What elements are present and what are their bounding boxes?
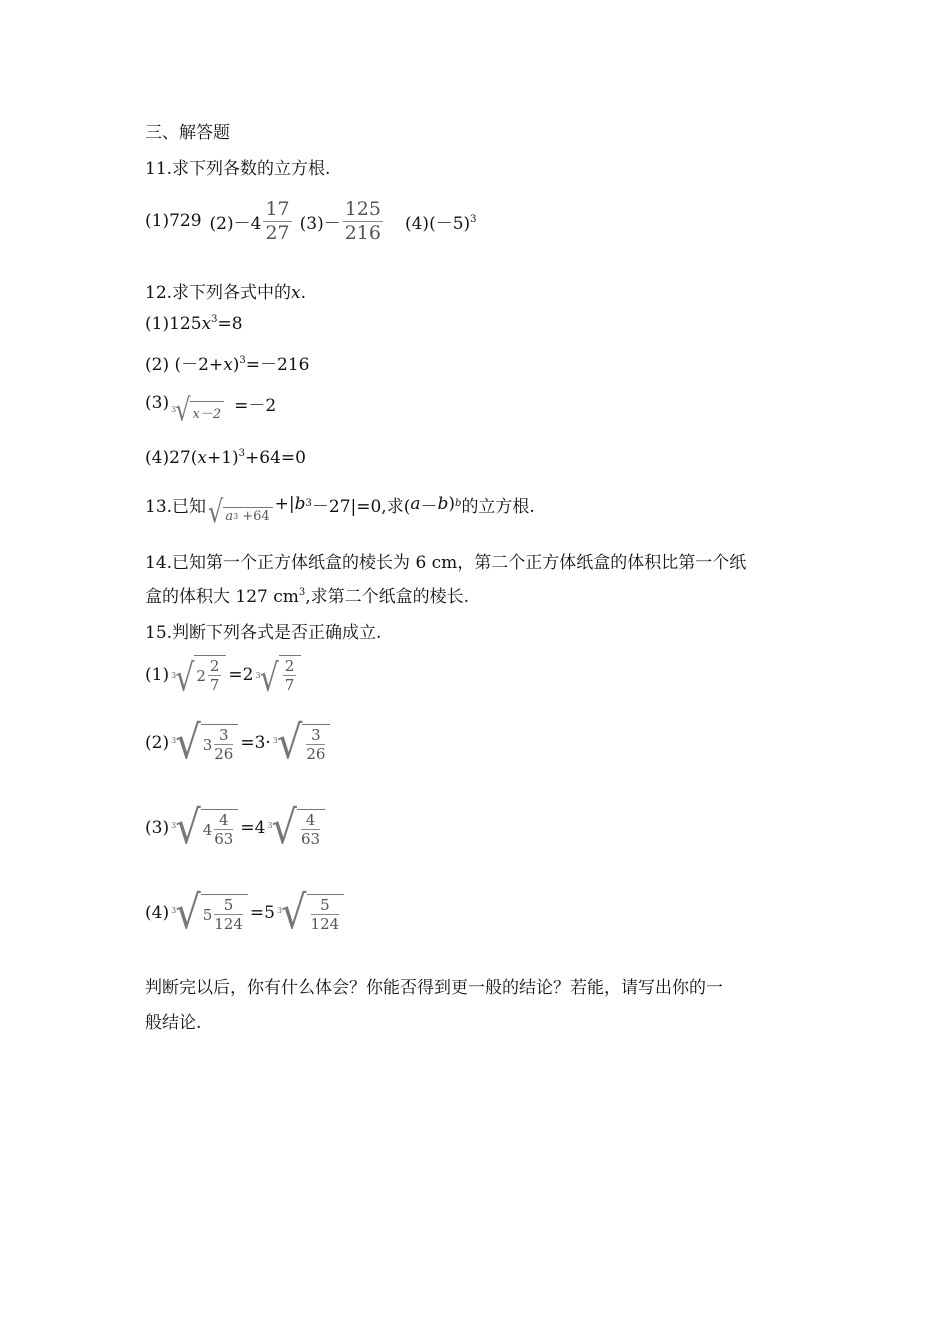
radical-sign-icon: √ bbox=[276, 716, 303, 770]
q12-stem-text: 12.求下列各式中的 bbox=[145, 283, 292, 303]
root-index: 3 bbox=[272, 736, 278, 745]
q12-part3-root-index: 3 bbox=[171, 405, 177, 414]
q13-b2: b bbox=[437, 494, 449, 514]
q15-item-2-left-root bbox=[171, 716, 238, 770]
q15-item-eq: =5 bbox=[249, 903, 275, 923]
q15-stem: 15.判断下列各式是否正确成立. bbox=[145, 623, 382, 643]
q12-part4-mid: +1) bbox=[206, 448, 239, 468]
radical-sign-icon: √ bbox=[175, 716, 201, 770]
root-index: 3 bbox=[267, 821, 273, 830]
fraction-denominator: 7 bbox=[209, 676, 220, 694]
q11-part4 bbox=[405, 209, 477, 234]
q12-part4-exp: 3 bbox=[238, 448, 246, 459]
q13-a: a bbox=[410, 494, 421, 514]
fraction-denominator: 26 bbox=[214, 745, 234, 763]
fraction-numerator: 5 bbox=[214, 896, 243, 915]
mixed-whole: 4 bbox=[202, 820, 213, 839]
q15-item-4-right-root bbox=[276, 886, 344, 940]
q12-stem-var: x bbox=[291, 283, 301, 303]
q12-part2-close: ) bbox=[232, 355, 240, 375]
q12-stem-end: . bbox=[300, 283, 307, 303]
q11-part3-fraction bbox=[343, 198, 383, 245]
radical-sign-icon: √ bbox=[175, 886, 201, 940]
q12-part3-label: (3) bbox=[145, 393, 170, 413]
q13-line: 13.已知 √ a 3 +64 +| b 3 －27|=0,求( a － b ) b 的立方根. bbox=[145, 484, 535, 524]
radical-sign-icon: √ bbox=[208, 493, 224, 531]
q15-item-eq: =2 bbox=[228, 664, 254, 685]
root-index: 3 bbox=[255, 671, 261, 680]
q13-radicand-a: a bbox=[225, 509, 234, 524]
q12-part2-end: =－216 bbox=[245, 355, 310, 375]
fraction-numerator: 2 bbox=[209, 657, 220, 675]
q11-part3-numerator: 125 bbox=[344, 198, 381, 220]
radical-sign-icon: √ bbox=[175, 656, 195, 701]
root-index: 3 bbox=[171, 671, 177, 680]
q14-line2-end: ,求第二个纸盒的棱长. bbox=[305, 587, 470, 607]
q11-parts bbox=[145, 198, 477, 245]
q11-part4-base: (4)(－5) bbox=[404, 213, 471, 234]
q13-minus: － bbox=[420, 496, 438, 517]
q15-item-1-right-root bbox=[255, 655, 301, 701]
q13-pre: 13.已知 bbox=[145, 496, 207, 517]
q12-part3-cube-root bbox=[171, 391, 224, 429]
q15-item-1 bbox=[145, 655, 303, 701]
q13-square-root bbox=[208, 493, 273, 531]
q12-part1-exp: 3 bbox=[211, 314, 218, 325]
q11-part2-numerator: 17 bbox=[265, 198, 290, 220]
fraction-numerator: 3 bbox=[214, 726, 233, 745]
root-index: 3 bbox=[276, 906, 283, 915]
q14-line2-pre: 盒的体积大 127 cm bbox=[145, 587, 299, 607]
radical-sign-icon: √ bbox=[175, 391, 191, 429]
q13-b: b bbox=[294, 494, 306, 514]
fraction-numerator: 3 bbox=[306, 726, 325, 745]
q12-part3 bbox=[145, 384, 277, 429]
q15-item-1-left-root bbox=[171, 655, 226, 701]
section-title: 三、解答题 bbox=[145, 123, 230, 143]
q13-end: 的立方根. bbox=[461, 496, 535, 517]
q15-item-eq: =3· bbox=[240, 733, 271, 753]
q12-part4 bbox=[145, 448, 306, 468]
fraction-numerator: 4 bbox=[301, 811, 320, 830]
q15-item-3-right-root bbox=[267, 801, 325, 855]
radical-sign-icon: √ bbox=[271, 801, 297, 855]
mixed-whole: 2 bbox=[196, 666, 206, 685]
q14-line1: 14.已知第一个正方体纸盒的棱长为 6 cm，第二个正方体纸盒的体积比第一个纸 bbox=[145, 553, 747, 573]
q15-conclusion-line2: 般结论. bbox=[145, 1013, 202, 1033]
radical-sign-icon: √ bbox=[259, 656, 279, 701]
q14-line2 bbox=[145, 582, 469, 607]
q15-item-label: (2) bbox=[145, 733, 170, 753]
radical-sign-icon: √ bbox=[175, 801, 201, 855]
q15-item-3 bbox=[145, 801, 327, 855]
q12-stem bbox=[145, 278, 306, 303]
q13-close: ) bbox=[448, 494, 456, 514]
q15-item-label: (3) bbox=[145, 818, 170, 838]
mixed-whole: 5 bbox=[202, 905, 213, 924]
mixed-whole: 3 bbox=[202, 735, 213, 754]
q15-item-3-left-root bbox=[171, 801, 238, 855]
q11-part1: (1)729 bbox=[145, 211, 202, 232]
q14-line2-exp: 3 bbox=[298, 587, 306, 598]
q11-stem: 11.求下列各数的立方根. bbox=[145, 159, 331, 179]
root-index: 3 bbox=[171, 906, 177, 915]
q15-item-4-left-root bbox=[171, 886, 248, 940]
q15-item-label: (4) bbox=[145, 903, 170, 923]
q13-radicand: a 3 +64 bbox=[223, 507, 272, 524]
q12-part3-radicand: x－2 bbox=[190, 401, 224, 422]
q11-part4-exponent: 3 bbox=[470, 213, 477, 225]
q15-item-4 bbox=[145, 886, 346, 940]
q12-part1-end: =8 bbox=[217, 314, 243, 334]
q15-item-2 bbox=[145, 716, 332, 770]
fraction-denominator: 26 bbox=[306, 745, 326, 763]
q13-abs-pre: +| bbox=[274, 494, 295, 514]
q11-part2-denominator: 27 bbox=[265, 221, 290, 244]
fraction-denominator: 7 bbox=[284, 676, 295, 694]
q13-radicand-rest: +64 bbox=[242, 509, 270, 524]
fraction-denominator: 63 bbox=[300, 830, 321, 848]
root-index: 3 bbox=[171, 736, 177, 745]
q12-part3-end: =－2 bbox=[234, 395, 277, 416]
q15-item-eq: =4 bbox=[240, 818, 266, 838]
q12-part4-var: x bbox=[197, 448, 207, 468]
q11-part3-label: (3)－ bbox=[299, 213, 341, 234]
fraction-numerator: 5 bbox=[311, 896, 340, 915]
radical-sign-icon: √ bbox=[281, 886, 307, 940]
q12-part2 bbox=[145, 350, 310, 375]
q15-item-2-right-root bbox=[272, 716, 331, 770]
q12-part1 bbox=[145, 314, 243, 334]
q12-part4-end: +64=0 bbox=[245, 448, 306, 468]
fraction-denominator: 63 bbox=[214, 830, 234, 848]
fraction-numerator: 2 bbox=[284, 657, 295, 675]
fraction-denominator: 124 bbox=[310, 915, 340, 933]
q12-part2-exp: 3 bbox=[239, 355, 246, 366]
q12-part2-pre: (2) (－2+ bbox=[145, 355, 224, 375]
q15-item-label: (1) bbox=[145, 664, 170, 685]
q12-part1-var: x bbox=[201, 314, 212, 334]
root-index: 3 bbox=[171, 821, 177, 830]
q15-conclusion-line1: 判断完以后，你有什么体会？你能否得到更一般的结论？若能，请写出你的一 bbox=[145, 978, 723, 998]
q11-part2-fraction bbox=[263, 198, 291, 245]
fraction-denominator: 124 bbox=[214, 915, 243, 933]
fraction-numerator: 4 bbox=[214, 811, 233, 830]
q12-part2-var: x bbox=[223, 355, 233, 375]
q12-part4-pre: (4)27( bbox=[145, 448, 198, 468]
q13-abs-rest: －27|=0,求( bbox=[311, 496, 411, 517]
q11-part2-label: (2)－4 bbox=[209, 213, 262, 234]
q12-part1-pre: (1)125 bbox=[145, 314, 202, 334]
q11-part3-denominator: 216 bbox=[344, 221, 381, 244]
